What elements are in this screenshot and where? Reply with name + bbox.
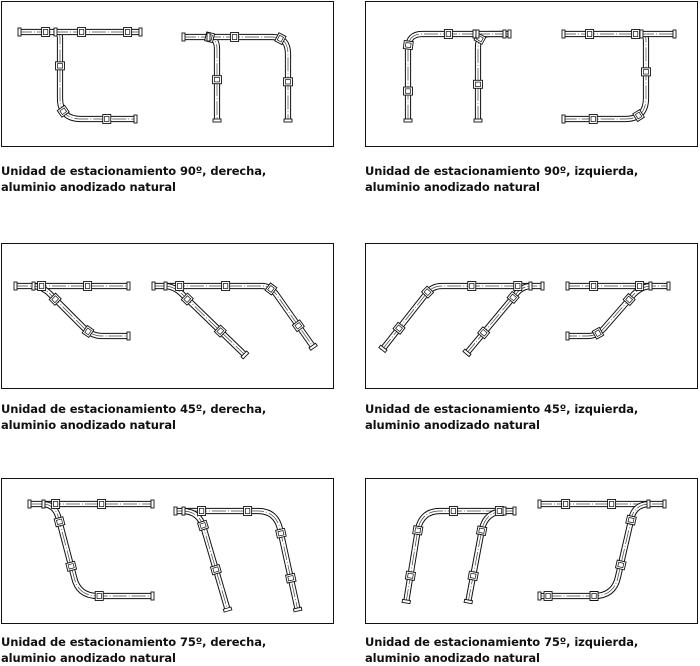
track-connector bbox=[615, 560, 626, 570]
track-assembly bbox=[152, 282, 317, 359]
track-rail-outline bbox=[478, 34, 506, 122]
track-end-cap bbox=[474, 119, 482, 122]
track-end-cap bbox=[647, 500, 650, 508]
track-connector bbox=[586, 30, 594, 39]
track-connector bbox=[276, 528, 287, 538]
track-rail-body bbox=[164, 286, 246, 356]
track-connector bbox=[632, 30, 640, 39]
track-groove bbox=[182, 37, 217, 122]
track-rail-body bbox=[182, 37, 217, 122]
track-end-cap bbox=[508, 30, 511, 38]
track-assembly bbox=[403, 30, 511, 123]
caption-line-1: Unidad de estacionamiento 90º, derecha, bbox=[1, 164, 267, 178]
track-connector bbox=[403, 41, 413, 50]
caption-45-right bbox=[1, 401, 266, 433]
track-end-cap bbox=[18, 28, 21, 36]
track-end-cap bbox=[562, 30, 565, 38]
track-end-cap bbox=[164, 282, 167, 290]
track-connector bbox=[56, 62, 65, 70]
track-rail-outline bbox=[18, 32, 137, 119]
caption-90-left bbox=[365, 163, 638, 195]
track-end-cap bbox=[538, 592, 541, 600]
caption-line-1: Unidad de estacionamiento 45º, derecha, bbox=[1, 402, 267, 416]
track-end-cap bbox=[28, 500, 31, 508]
track-rail-body bbox=[382, 286, 544, 350]
track-connector bbox=[444, 30, 452, 39]
track-connector bbox=[562, 500, 570, 509]
track-end-cap bbox=[213, 119, 221, 122]
track-end-cap bbox=[503, 30, 506, 38]
caption-line-2: aluminio anodizado natural bbox=[1, 180, 176, 194]
caption-line-2: aluminio anodizado natural bbox=[365, 651, 540, 665]
track-end-cap bbox=[182, 507, 185, 515]
track-connector bbox=[495, 507, 503, 516]
track-connector bbox=[468, 571, 478, 581]
track-connector bbox=[608, 500, 616, 509]
track-end-cap bbox=[649, 282, 652, 290]
track-drawing-90-right bbox=[2, 2, 333, 146]
caption-line-1: Unidad de estacionamiento 45º, izquierda, bbox=[365, 402, 639, 416]
track-connector bbox=[244, 507, 252, 516]
caption-90-right bbox=[1, 163, 266, 195]
track-connector bbox=[222, 282, 230, 291]
track-rail-outline bbox=[408, 34, 476, 122]
track-rail-outline bbox=[562, 34, 646, 119]
diagram-panel-90-right bbox=[1, 1, 334, 147]
track-groove bbox=[18, 32, 137, 119]
track-connector bbox=[213, 76, 222, 84]
track-connector bbox=[636, 282, 644, 291]
caption-45-left bbox=[365, 401, 638, 433]
track-assembly bbox=[402, 507, 516, 604]
track-drawing-75-left bbox=[366, 479, 697, 623]
track-end-cap bbox=[562, 115, 565, 123]
track-connector bbox=[404, 87, 413, 95]
track-assembly bbox=[379, 282, 544, 357]
track-groove bbox=[408, 34, 476, 122]
caption-line-2: aluminio anodizado natural bbox=[365, 418, 540, 432]
track-connector bbox=[589, 115, 597, 124]
track-connector bbox=[84, 282, 92, 291]
track-end-cap bbox=[151, 500, 154, 508]
track-end-cap bbox=[151, 592, 154, 600]
caption-line-2: aluminio anodizado natural bbox=[1, 418, 176, 432]
track-end-cap bbox=[174, 507, 177, 515]
caption-line-1: Unidad de estacionamiento 75º, izquierda, bbox=[365, 635, 639, 649]
track-end-cap bbox=[134, 115, 137, 123]
track-rail-body bbox=[174, 511, 298, 611]
track-end-cap bbox=[663, 500, 666, 508]
track-connector bbox=[284, 78, 293, 86]
track-end-cap bbox=[54, 28, 57, 36]
track-end-cap bbox=[503, 507, 506, 515]
track-connector bbox=[124, 28, 132, 37]
track-end-cap bbox=[182, 33, 185, 41]
track-end-cap bbox=[566, 332, 569, 340]
track-rail-outline bbox=[406, 511, 516, 603]
track-connector bbox=[42, 28, 50, 37]
caption-line-1: Unidad de estacionamiento 90º, izquierda, bbox=[365, 164, 639, 178]
track-connector bbox=[103, 115, 111, 124]
track-rail-outline bbox=[182, 37, 217, 122]
track-rail-body bbox=[478, 34, 506, 122]
track-end-cap bbox=[402, 599, 410, 603]
track-rail-body bbox=[408, 34, 476, 122]
diagram-panel-75-right bbox=[1, 478, 334, 624]
track-end-cap bbox=[640, 30, 643, 38]
track-connector bbox=[514, 282, 522, 291]
track-end-cap bbox=[127, 332, 130, 340]
track-connector bbox=[54, 517, 65, 527]
diagram-panel-90-left bbox=[365, 1, 698, 147]
track-assembly bbox=[538, 500, 666, 601]
caption-75-right bbox=[1, 634, 266, 666]
track-end-cap bbox=[139, 28, 142, 36]
track-connector bbox=[95, 592, 103, 601]
track-connector bbox=[449, 507, 457, 516]
track-connector bbox=[544, 592, 552, 601]
track-rail-body bbox=[18, 32, 137, 119]
track-connector bbox=[626, 515, 637, 525]
diagram-panel-45-left bbox=[365, 243, 698, 389]
track-end-cap bbox=[673, 30, 676, 38]
track-end-cap bbox=[42, 500, 45, 508]
track-end-cap bbox=[127, 282, 130, 290]
track-rail-outline bbox=[468, 511, 506, 603]
track-rail-body bbox=[562, 34, 646, 119]
track-end-cap bbox=[667, 282, 670, 290]
track-end-cap bbox=[513, 507, 516, 515]
track-assembly bbox=[18, 28, 142, 124]
track-connector bbox=[405, 571, 415, 580]
track-end-cap bbox=[566, 282, 569, 290]
track-groove bbox=[478, 34, 506, 122]
track-drawing-45-right bbox=[2, 244, 333, 388]
track-connector bbox=[98, 500, 106, 509]
track-drawing-90-left bbox=[366, 2, 697, 146]
caption-75-left bbox=[365, 634, 638, 666]
track-end-cap bbox=[284, 119, 292, 122]
track-connector bbox=[413, 526, 423, 535]
track-assembly bbox=[28, 500, 154, 601]
track-connector bbox=[176, 282, 184, 291]
track-connector bbox=[38, 282, 46, 291]
track-end-cap bbox=[14, 282, 17, 290]
track-connector bbox=[474, 80, 483, 88]
track-assembly bbox=[182, 32, 293, 122]
track-assembly bbox=[14, 282, 130, 341]
track-end-cap bbox=[32, 282, 35, 290]
diagram-panel-75-left bbox=[365, 478, 698, 624]
track-connector bbox=[477, 526, 487, 536]
track-groove bbox=[562, 34, 646, 119]
track-end-cap bbox=[538, 500, 541, 508]
track-end-cap bbox=[207, 33, 210, 41]
track-end-cap bbox=[152, 282, 155, 290]
track-assembly bbox=[562, 30, 676, 124]
diagram-panel-45-right bbox=[1, 243, 334, 389]
track-drawing-75-right bbox=[2, 479, 333, 623]
caption-line-2: aluminio anodizado natural bbox=[1, 651, 176, 665]
track-assembly bbox=[566, 282, 670, 341]
track-rail-body bbox=[466, 286, 532, 354]
track-end-cap bbox=[476, 30, 479, 38]
track-drawing-45-left bbox=[366, 244, 697, 388]
track-connector bbox=[78, 28, 86, 37]
track-rail-body bbox=[152, 286, 314, 348]
track-connector bbox=[198, 507, 206, 516]
track-end-cap bbox=[541, 282, 544, 290]
track-connector bbox=[66, 561, 77, 571]
track-connector bbox=[642, 68, 651, 76]
track-connector bbox=[286, 573, 297, 583]
caption-line-1: Unidad de estacionamiento 75º, derecha, bbox=[1, 635, 267, 649]
caption-line-2: aluminio anodizado natural bbox=[365, 180, 540, 194]
track-rail-outline bbox=[566, 286, 652, 336]
track-connector bbox=[231, 33, 239, 42]
track-connector bbox=[52, 500, 60, 509]
track-connector bbox=[590, 282, 598, 291]
track-end-cap bbox=[404, 119, 412, 122]
track-assembly bbox=[174, 507, 302, 613]
track-connector bbox=[590, 591, 598, 600]
track-connector bbox=[468, 282, 476, 291]
track-end-cap bbox=[529, 282, 532, 290]
